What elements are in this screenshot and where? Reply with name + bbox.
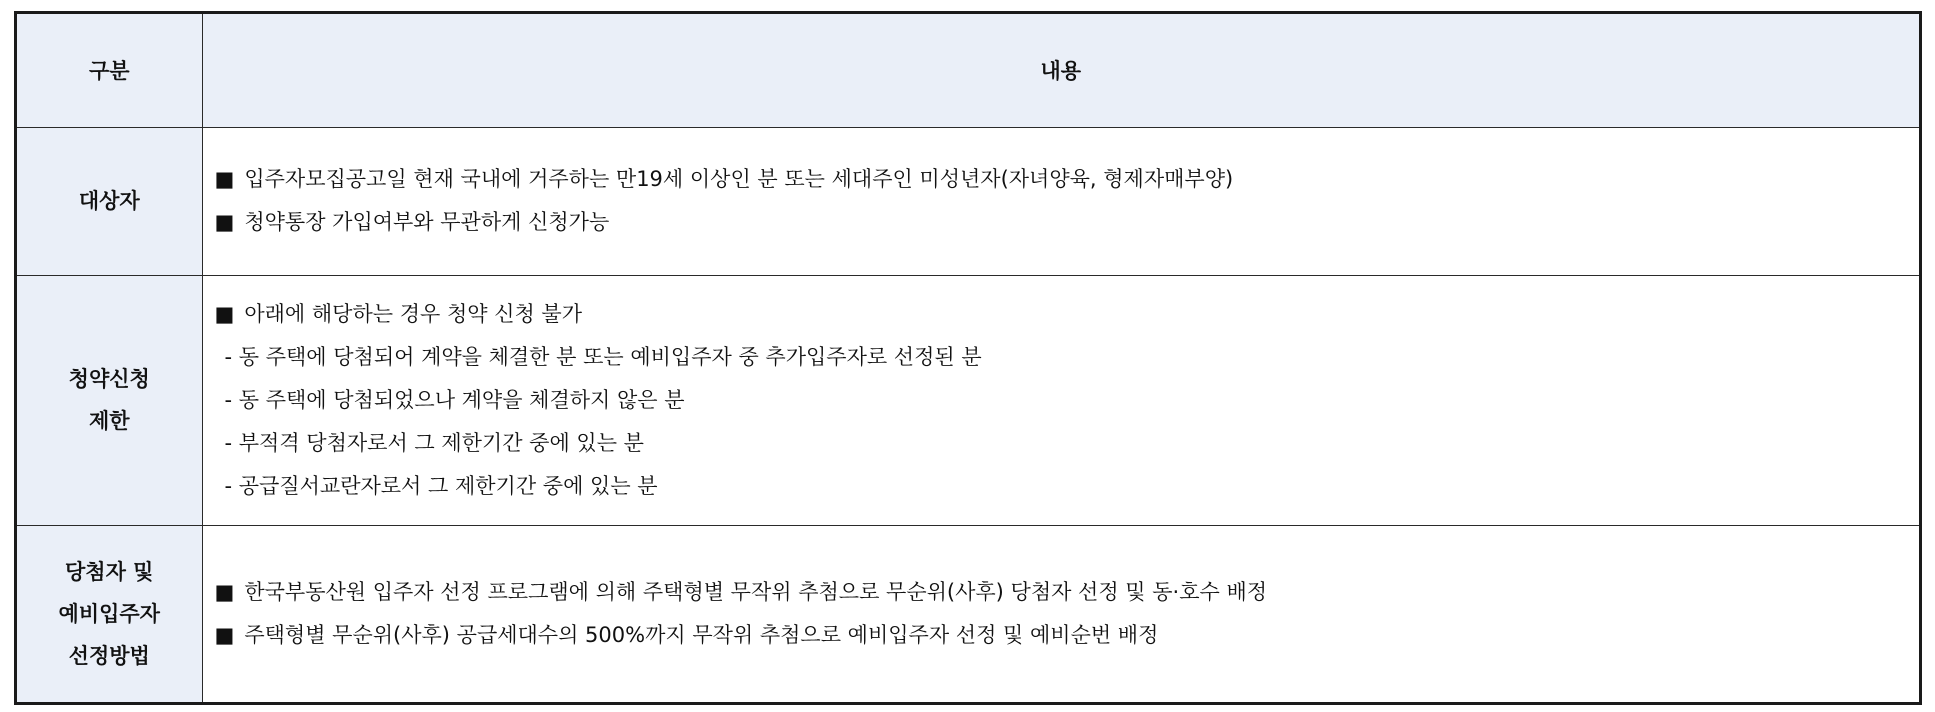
row-content-target (202, 127, 1919, 275)
content-line: - 공급질서교란자로서 그 제한기간 중에 있는 분 (215, 465, 1920, 508)
content-line: - 동 주택에 당첨되어 계약을 체결한 분 또는 예비입주자 중 추가입주자로 선정된 분 (215, 336, 1920, 379)
table-row-restriction (17, 275, 1919, 525)
row-label-line: 청약신청 (68, 367, 150, 391)
table-row-selection (17, 525, 1919, 702)
row-label-restriction (17, 275, 202, 525)
content-line: ■ 한국부동산원 입주자 선정 프로그램에 의해 주택형별 무작위 추첨으로 무순위(사후) 당첨자 선정 및 동·호수 배정 (215, 571, 1920, 614)
row-label-line: 예비입주자 (58, 601, 160, 626)
content-line: ■ 청약통장 가입여부와 무관하게 신청가능 (215, 201, 1920, 244)
table-header-row (17, 14, 1919, 127)
row-content-selection (202, 525, 1919, 702)
table-row-target (17, 127, 1919, 275)
content-line: ■ 주택형별 무순위(사후) 공급세대수의 500%까지 무작위 추첨으로 예비입주자 선정 및 예비순번 배정 (215, 614, 1920, 657)
info-table-grid (17, 14, 1919, 702)
row-label-target (17, 127, 202, 275)
content-line: ■ 입주자모집공고일 현재 국내에 거주하는 만19세 이상인 분 또는 세대주인 미성년자(자녀양육, 형제자매부양) (215, 158, 1920, 201)
content-line: - 부적격 당첨자로서 그 제한기간 중에 있는 분 (215, 422, 1920, 465)
row-label-line: 대상자 (78, 189, 140, 213)
row-label-line: 제한 (88, 409, 130, 433)
row-label-line: 선정방법 (68, 643, 150, 668)
header-category: 구분 (17, 14, 202, 127)
content-line: ■ 아래에 해당하는 경우 청약 신청 불가 (215, 293, 1920, 336)
row-content-restriction (202, 275, 1919, 525)
content-line: - 동 주택에 당첨되었으나 계약을 체결하지 않은 분 (215, 379, 1920, 422)
row-label-line: 당첨자 및 (65, 559, 154, 584)
row-label-selection (17, 525, 202, 702)
header-content: 내용 (202, 14, 1919, 127)
info-table (14, 11, 1922, 705)
